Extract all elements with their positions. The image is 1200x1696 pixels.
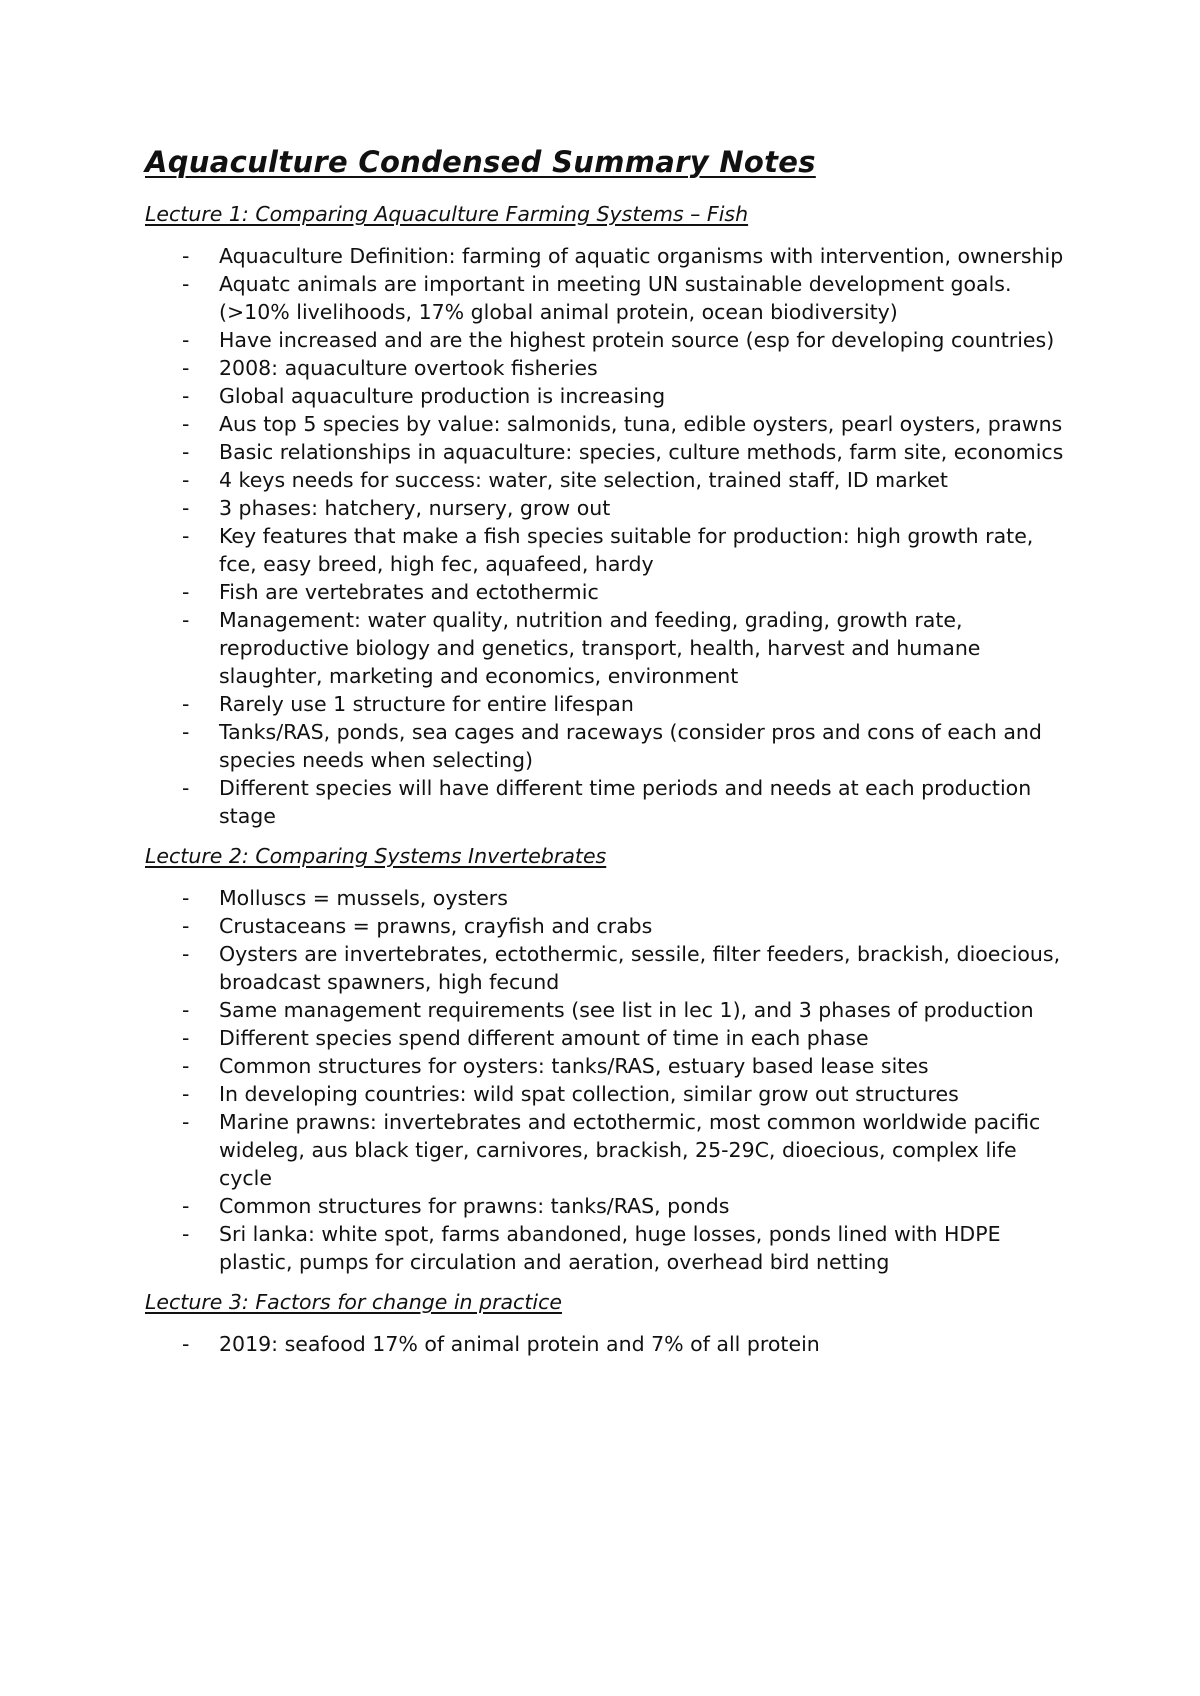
list-item-text: Oysters are invertebrates, ectothermic, sessile, filter feeders, brackish, dioecious, broadcast spawners, high fecund — [219, 942, 1061, 994]
list-item-text: Have increased and are the highest protein source (esp for developing countries) — [219, 328, 1055, 352]
dash-bullet-icon: - — [182, 412, 190, 436]
list-item — [145, 912, 1075, 940]
dash-bullet-icon: - — [182, 580, 190, 604]
list-item-text: 2008: aquaculture overtook fisheries — [219, 356, 598, 380]
list-item-text: In developing countries: wild spat collection, similar grow out structures — [219, 1082, 959, 1106]
list-item-text: 3 phases: hatchery, nursery, grow out — [219, 496, 611, 520]
list-item — [145, 996, 1075, 1024]
dash-bullet-icon: - — [182, 942, 190, 966]
list-item — [145, 1024, 1075, 1052]
dash-bullet-icon: - — [182, 244, 190, 268]
list-item — [145, 466, 1075, 494]
dash-bullet-icon: - — [182, 440, 190, 464]
dash-bullet-icon: - — [182, 356, 190, 380]
list-item-text: 4 keys needs for success: water, site selection, trained staff, ID market — [219, 468, 948, 492]
list-item-text: Aquaculture Definition: farming of aquatic organisms with intervention, ownership — [219, 244, 1064, 268]
list-item-text: Common structures for prawns: tanks/RAS, ponds — [219, 1194, 730, 1218]
list-item-text: Different species will have different time periods and needs at each production stage — [219, 776, 1032, 828]
list-item — [145, 940, 1075, 996]
bullet-list — [145, 1330, 1075, 1358]
list-item-text: Tanks/RAS, ponds, sea cages and raceways (consider pros and cons of each and species needs when selecting) — [219, 720, 1042, 772]
list-item-text: 2019: seafood 17% of animal protein and 7% of all protein — [219, 1332, 820, 1356]
dash-bullet-icon: - — [182, 328, 190, 352]
dash-bullet-icon: - — [182, 886, 190, 910]
list-item — [145, 718, 1075, 774]
list-item — [145, 242, 1075, 270]
dash-bullet-icon: - — [182, 1026, 190, 1050]
list-item — [145, 438, 1075, 466]
list-item-text: Marine prawns: invertebrates and ectothermic, most common worldwide pacific wideleg, aus black tiger, carnivores, brackish, 25-29C, dioecious, complex life cycle — [219, 1110, 1041, 1190]
list-item-text: Aquatc animals are important in meeting UN sustainable development goals. (>10% livelihoods, 17% global animal protein, ocean biodiversity) — [219, 272, 1012, 324]
dash-bullet-icon: - — [182, 776, 190, 800]
list-item-text: Global aquaculture production is increasing — [219, 384, 666, 408]
list-item-text: Common structures for oysters: tanks/RAS, estuary based lease sites — [219, 1054, 929, 1078]
list-item — [145, 1330, 1075, 1358]
section-heading: Lecture 1: Comparing Aquaculture Farming Systems – Fish — [145, 202, 749, 226]
dash-bullet-icon: - — [182, 1054, 190, 1078]
list-item-text: Different species spend different amount of time in each phase — [219, 1026, 869, 1050]
dash-bullet-icon: - — [182, 914, 190, 938]
list-item-text: Crustaceans = prawns, crayfish and crabs — [219, 914, 653, 938]
bullet-list — [145, 242, 1075, 830]
list-item — [145, 1192, 1075, 1220]
list-item-text: Key features that make a fish species suitable for production: high growth rate, fce, easy breed, high fec, aquafeed, hardy — [219, 524, 1034, 576]
list-item-text: Basic relationships in aquaculture: species, culture methods, farm site, economics — [219, 440, 1064, 464]
list-item-text: Aus top 5 species by value: salmonids, tuna, edible oysters, pearl oysters, prawns — [219, 412, 1063, 436]
list-item-text: Molluscs = mussels, oysters — [219, 886, 508, 910]
list-item — [145, 1080, 1075, 1108]
list-item — [145, 774, 1075, 830]
list-item — [145, 270, 1075, 326]
dash-bullet-icon: - — [182, 496, 190, 520]
list-item — [145, 326, 1075, 354]
list-item — [145, 1052, 1075, 1080]
list-item-text: Same management requirements (see list in lec 1), and 3 phases of production — [219, 998, 1034, 1022]
dash-bullet-icon: - — [182, 384, 190, 408]
dash-bullet-icon: - — [182, 692, 190, 716]
bullet-list — [145, 884, 1075, 1276]
list-item — [145, 1220, 1075, 1276]
dash-bullet-icon: - — [182, 1332, 190, 1356]
section-heading: Lecture 2: Comparing Systems Invertebrates — [145, 844, 607, 868]
document-content — [145, 140, 1075, 1370]
list-item — [145, 606, 1075, 690]
document-title: Aquaculture Condensed Summary Notes — [145, 145, 816, 179]
dash-bullet-icon: - — [182, 1194, 190, 1218]
dash-bullet-icon: - — [182, 1082, 190, 1106]
dash-bullet-icon: - — [182, 524, 190, 548]
list-item — [145, 382, 1075, 410]
list-item-text: Sri lanka: white spot, farms abandoned, huge losses, ponds lined with HDPE plastic, pumps for circulation and aeration, overhead bird netting — [219, 1222, 1001, 1274]
dash-bullet-icon: - — [182, 272, 190, 296]
list-item — [145, 354, 1075, 382]
list-item — [145, 884, 1075, 912]
dash-bullet-icon: - — [182, 1222, 190, 1246]
list-item — [145, 690, 1075, 718]
list-item-text: Rarely use 1 structure for entire lifespan — [219, 692, 634, 716]
dash-bullet-icon: - — [182, 608, 190, 632]
dash-bullet-icon: - — [182, 1110, 190, 1134]
section-heading: Lecture 3: Factors for change in practice — [145, 1290, 562, 1314]
list-item — [145, 522, 1075, 578]
sections-container — [145, 200, 1075, 1358]
list-item — [145, 578, 1075, 606]
list-item — [145, 410, 1075, 438]
dash-bullet-icon: - — [182, 720, 190, 744]
dash-bullet-icon: - — [182, 998, 190, 1022]
list-item-text: Fish are vertebrates and ectothermic — [219, 580, 599, 604]
list-item-text: Management: water quality, nutrition and feeding, grading, growth rate, reproductive biology and genetics, transport, health, harvest and humane slaughter, marketing and economics, environment — [219, 608, 981, 688]
dash-bullet-icon: - — [182, 468, 190, 492]
list-item — [145, 1108, 1075, 1192]
list-item — [145, 494, 1075, 522]
